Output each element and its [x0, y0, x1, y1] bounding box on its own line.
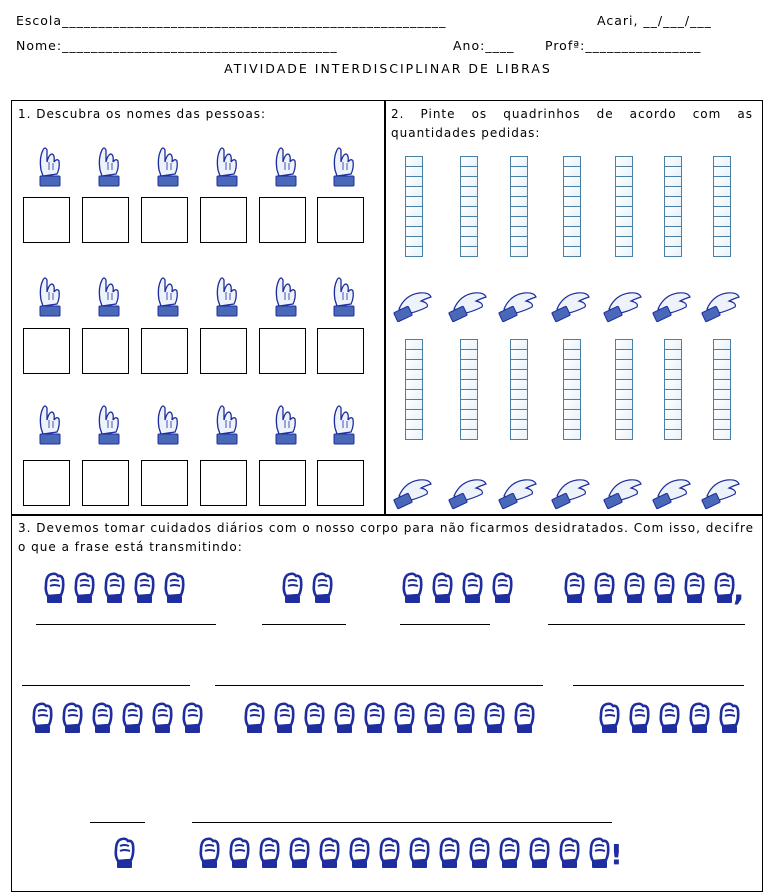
year-field[interactable]: Ano:____ — [453, 38, 515, 53]
sign-hand-number-icon — [391, 283, 437, 323]
cube-column — [460, 340, 478, 440]
paint-square[interactable] — [510, 246, 528, 257]
fingerspelling-glyph-icon — [685, 697, 713, 735]
sign-word — [560, 567, 738, 607]
answer-box[interactable] — [200, 460, 247, 506]
fingerspelling-glyph-icon — [398, 567, 426, 605]
fingerspelling-glyph-icon — [465, 832, 493, 870]
sign-language-hand-icon — [321, 140, 365, 190]
sign-hand-number-icon — [650, 470, 696, 510]
answer-box[interactable] — [259, 460, 306, 506]
sign-hand-number-icon — [446, 470, 492, 510]
fingerspelling-glyph-icon — [178, 697, 206, 735]
answer-line[interactable] — [90, 822, 145, 823]
paint-square[interactable] — [460, 246, 478, 257]
sign-language-hand-icon — [263, 270, 307, 320]
fingerspelling-glyph-icon — [480, 697, 508, 735]
fingerspelling-glyph-icon — [450, 697, 478, 735]
sign-hand-number-icon — [496, 283, 542, 323]
fingerspelling-glyph-icon — [488, 567, 516, 605]
answer-line[interactable] — [262, 624, 346, 625]
answer-line[interactable] — [192, 822, 612, 823]
answer-box[interactable] — [317, 460, 364, 506]
sign-language-hand-icon — [86, 270, 130, 320]
sign-word — [595, 697, 743, 737]
cube-column — [510, 340, 528, 440]
fingerspelling-glyph-icon — [28, 697, 56, 735]
fingerspelling-glyph-icon — [650, 567, 678, 605]
sign-language-hand-icon — [27, 140, 71, 190]
cube-column — [563, 340, 581, 440]
sign-language-hand-icon — [204, 398, 248, 448]
fingerspelling-glyph-icon — [625, 697, 653, 735]
fingerspelling-glyph-icon — [285, 832, 313, 870]
cube-column — [460, 157, 478, 257]
cube-column — [664, 340, 682, 440]
sign-word — [40, 567, 188, 607]
fingerspelling-glyph-icon — [420, 697, 448, 735]
answer-box[interactable] — [200, 328, 247, 374]
cube-column — [664, 157, 682, 257]
fingerspelling-glyph-icon — [405, 832, 433, 870]
paint-square[interactable] — [615, 429, 633, 440]
fingerspelling-glyph-icon — [555, 832, 583, 870]
paint-square[interactable] — [510, 429, 528, 440]
paint-square[interactable] — [713, 429, 731, 440]
fingerspelling-glyph-icon — [510, 697, 538, 735]
cube-column — [405, 340, 423, 440]
sign-hand-number-icon — [601, 470, 647, 510]
fingerspelling-glyph-icon — [300, 697, 328, 735]
answer-line[interactable] — [573, 685, 744, 686]
question-1-text: 1. Descubra os nomes das pessoas: — [18, 107, 267, 121]
fingerspelling-glyph-icon — [435, 832, 463, 870]
cube-column — [615, 157, 633, 257]
paint-square[interactable] — [460, 429, 478, 440]
sign-language-hand-icon — [145, 140, 189, 190]
cube-column — [713, 340, 731, 440]
fingerspelling-glyph-icon — [240, 697, 268, 735]
fingerspelling-glyph-icon — [458, 567, 486, 605]
sign-hand-number-icon — [699, 283, 745, 323]
sign-word — [398, 567, 516, 607]
fingerspelling-glyph-icon — [345, 832, 373, 870]
answer-box[interactable] — [259, 197, 306, 243]
fingerspelling-glyph-icon — [655, 697, 683, 735]
sign-hand-number-icon — [549, 283, 595, 323]
fingerspelling-glyph-icon — [88, 697, 116, 735]
fingerspelling-glyph-icon — [590, 567, 618, 605]
sign-language-hand-icon — [321, 398, 365, 448]
fingerspelling-glyph-icon — [110, 832, 138, 870]
fingerspelling-glyph-icon — [278, 567, 306, 605]
fingerspelling-glyph-icon — [308, 567, 336, 605]
sign-word — [240, 697, 538, 737]
fingerspelling-glyph-icon — [100, 567, 128, 605]
sign-hand-number-icon — [549, 470, 595, 510]
fingerspelling-glyph-icon — [375, 832, 403, 870]
fingerspelling-glyph-icon — [715, 697, 743, 735]
cube-column — [563, 157, 581, 257]
answer-box[interactable] — [23, 328, 70, 374]
answer-box[interactable] — [82, 460, 129, 506]
fingerspelling-glyph-icon — [160, 567, 188, 605]
answer-box[interactable] — [317, 328, 364, 374]
fingerspelling-glyph-icon — [495, 832, 523, 870]
answer-box[interactable] — [141, 197, 188, 243]
sign-language-hand-icon — [204, 140, 248, 190]
fingerspelling-glyph-icon — [315, 832, 343, 870]
fingerspelling-glyph-icon — [560, 567, 588, 605]
name-field[interactable]: Nome:______________________________________ — [16, 38, 338, 53]
paint-square[interactable] — [615, 246, 633, 257]
sign-hand-number-icon — [391, 470, 437, 510]
fingerspelling-glyph-icon — [130, 567, 158, 605]
answer-box[interactable] — [317, 197, 364, 243]
page-title: ATIVIDADE INTERDISCIPLINAR DE LIBRAS — [224, 61, 552, 76]
sign-word — [110, 832, 138, 872]
answer-box[interactable] — [259, 328, 306, 374]
sign-language-hand-icon — [204, 270, 248, 320]
sign-hand-number-icon — [446, 283, 492, 323]
sentence-comma: , — [733, 573, 745, 608]
sign-language-hand-icon — [145, 398, 189, 448]
answer-box[interactable] — [23, 197, 70, 243]
sign-hand-number-icon — [699, 470, 745, 510]
sign-language-hand-icon — [263, 398, 307, 448]
cube-column — [405, 157, 423, 257]
sentence-exclamation: ! — [610, 838, 623, 871]
sign-word — [28, 697, 206, 737]
cube-column — [713, 157, 731, 257]
sign-word — [278, 567, 336, 607]
cube-column — [615, 340, 633, 440]
question-2-text: 2. Pinte os quadrinhos de acordo com as quantidades pedidas: — [391, 107, 753, 140]
paint-square[interactable] — [563, 429, 581, 440]
sign-language-hand-icon — [27, 398, 71, 448]
fingerspelling-glyph-icon — [595, 697, 623, 735]
fingerspelling-glyph-icon — [70, 567, 98, 605]
paint-square[interactable] — [405, 246, 423, 257]
answer-box[interactable] — [82, 328, 129, 374]
sign-hand-number-icon — [650, 283, 696, 323]
answer-box[interactable] — [141, 460, 188, 506]
fingerspelling-glyph-icon — [620, 567, 648, 605]
answer-line[interactable] — [400, 624, 490, 625]
paint-square[interactable] — [664, 246, 682, 257]
fingerspelling-glyph-icon — [225, 832, 253, 870]
sign-language-hand-icon — [86, 140, 130, 190]
sign-language-hand-icon — [145, 270, 189, 320]
school-field[interactable]: Escola_____________________________________________________ — [16, 13, 447, 28]
sign-hand-number-icon — [496, 470, 542, 510]
fingerspelling-glyph-icon — [255, 832, 283, 870]
paint-square[interactable] — [405, 429, 423, 440]
fingerspelling-glyph-icon — [148, 697, 176, 735]
sign-language-hand-icon — [321, 270, 365, 320]
answer-box[interactable] — [200, 197, 247, 243]
fingerspelling-glyph-icon — [118, 697, 146, 735]
answer-line[interactable] — [215, 685, 543, 686]
sign-language-hand-icon — [263, 140, 307, 190]
fingerspelling-glyph-icon — [680, 567, 708, 605]
fingerspelling-glyph-icon — [330, 697, 358, 735]
fingerspelling-glyph-icon — [40, 567, 68, 605]
fingerspelling-glyph-icon — [525, 832, 553, 870]
fingerspelling-glyph-icon — [270, 697, 298, 735]
question-3-text: 3. Devemos tomar cuidados diários com o nosso corpo para não ficarmos desidratados. Com isso, decifre o que a frase está transmitindo: — [18, 521, 754, 554]
answer-box[interactable] — [82, 197, 129, 243]
answer-line[interactable] — [548, 624, 745, 625]
fingerspelling-glyph-icon — [585, 832, 613, 870]
sign-language-hand-icon — [27, 270, 71, 320]
fingerspelling-glyph-icon — [360, 697, 388, 735]
answer-line[interactable] — [22, 685, 190, 686]
answer-box[interactable] — [141, 328, 188, 374]
sign-hand-number-icon — [601, 283, 647, 323]
date-field[interactable]: Acari, __/___/___ — [597, 13, 712, 28]
paint-square[interactable] — [664, 429, 682, 440]
cube-column — [510, 157, 528, 257]
fingerspelling-glyph-icon — [195, 832, 223, 870]
fingerspelling-glyph-icon — [428, 567, 456, 605]
teacher-field[interactable]: Profª:________________ — [545, 38, 702, 53]
answer-box[interactable] — [23, 460, 70, 506]
fingerspelling-glyph-icon — [390, 697, 418, 735]
sign-word — [195, 832, 613, 872]
fingerspelling-glyph-icon — [58, 697, 86, 735]
answer-line[interactable] — [36, 624, 216, 625]
sign-language-hand-icon — [86, 398, 130, 448]
paint-square[interactable] — [563, 246, 581, 257]
paint-square[interactable] — [713, 246, 731, 257]
